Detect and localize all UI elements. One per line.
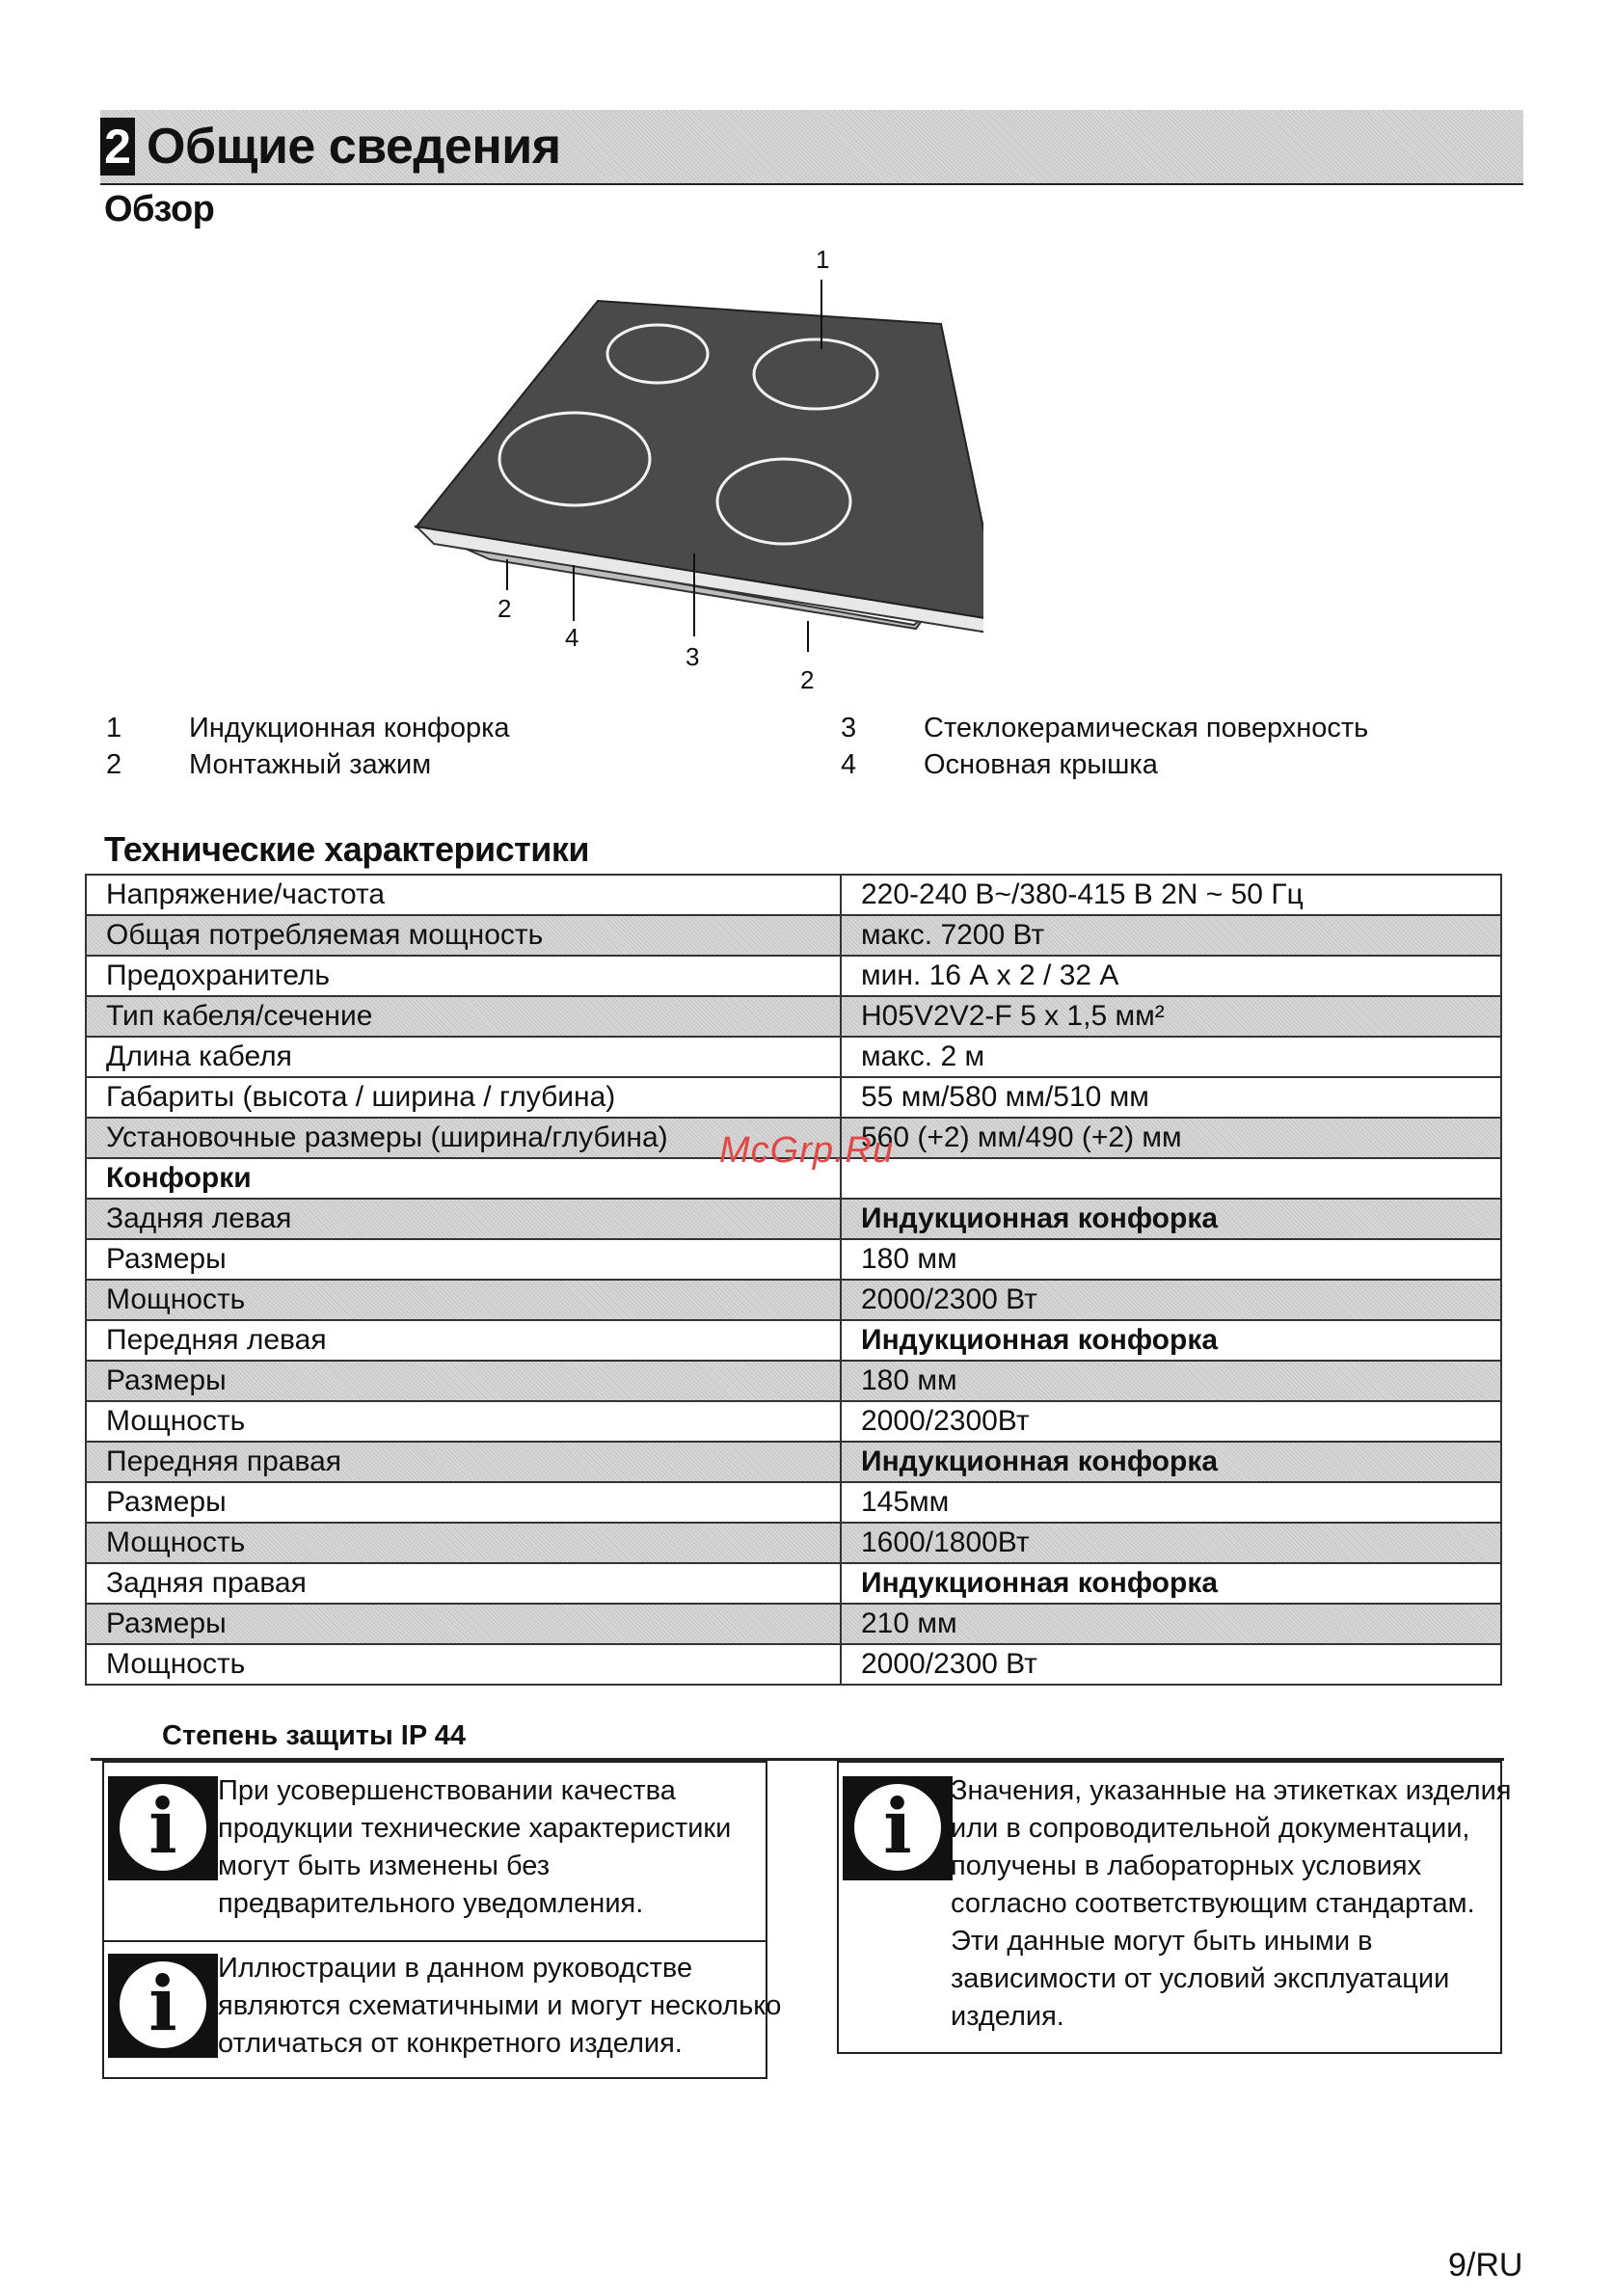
info-icon: i [108, 1776, 218, 1880]
spec-row [86, 1077, 1501, 1118]
spec-row [86, 956, 1501, 996]
spec-label: Мощность [86, 1401, 841, 1442]
spec-label: Размеры [86, 1604, 841, 1644]
spec-label: Задняя правая [86, 1563, 841, 1604]
callout-2-left: 2 [498, 594, 512, 623]
section-number: 2 [100, 118, 135, 176]
callout-1: 1 [816, 245, 830, 274]
legend-number: 2 [106, 749, 122, 780]
spec-label: Мощность [86, 1644, 841, 1685]
spec-row [86, 1280, 1501, 1320]
spec-value: Индукционная конфорка [841, 1320, 1501, 1361]
spec-value: 2000/2300 Вт [841, 1280, 1501, 1320]
spec-label: Напряжение/частота [86, 875, 841, 915]
spec-row [86, 1604, 1501, 1644]
spec-label: Установочные размеры (ширина/глубина) [86, 1118, 841, 1158]
section-title: Общие сведения [147, 119, 561, 175]
spec-value: 220-240 В~/380-415 В 2N ~ 50 Гц [841, 875, 1501, 915]
callout-4: 4 [565, 623, 579, 652]
legend-item [106, 746, 781, 783]
spec-row [86, 1442, 1501, 1482]
spec-value [841, 1158, 1501, 1199]
info-icon: i [108, 1954, 218, 2058]
spec-value: мин. 16 А x 2 / 32 А [841, 956, 1501, 996]
legend-number: 1 [106, 713, 122, 743]
spec-row [86, 1361, 1501, 1401]
spec-row [86, 1563, 1501, 1604]
info-note [104, 1763, 766, 1942]
section-header [100, 110, 1523, 185]
spec-label: Передняя левая [86, 1320, 841, 1361]
spec-value: 2000/2300 Вт [841, 1644, 1501, 1685]
spec-label: Задняя левая [86, 1199, 841, 1239]
specs-heading: Технические характеристики [104, 829, 590, 869]
spec-row [86, 915, 1501, 956]
protection-rating: Степень защиты IP 44 [162, 1720, 466, 1751]
spec-label: Размеры [86, 1361, 841, 1401]
legend-number: 3 [841, 713, 857, 743]
spec-value: Индукционная конфорка [841, 1199, 1501, 1239]
spec-row [86, 1037, 1501, 1077]
legend-text: Индукционная конфорка [189, 713, 510, 743]
spec-row [86, 1482, 1501, 1523]
legend-text: Стеклокерамическая поверхность [924, 713, 1369, 743]
spec-table [85, 874, 1502, 1686]
info-note-text: При усовершенствовании качества продукции технические характеристики могут быть изменены без предварительного уведомления. [218, 1775, 732, 1919]
spec-label: Размеры [86, 1239, 841, 1280]
spec-value: 1600/1800Вт [841, 1523, 1501, 1563]
overview-heading: Обзор [104, 189, 215, 230]
spec-label: Мощность [86, 1523, 841, 1563]
info-note [104, 1942, 782, 2075]
spec-value: макс. 2 м [841, 1037, 1501, 1077]
info-note [839, 1763, 1512, 2052]
page-number: 9/RU [1448, 2247, 1523, 2283]
spec-label: Передняя правая [86, 1442, 841, 1482]
spec-value: 180 мм [841, 1361, 1501, 1401]
spec-value: Индукционная конфорка [841, 1442, 1501, 1482]
callout-2-right: 2 [800, 665, 815, 694]
spec-value: 145мм [841, 1482, 1501, 1523]
spec-row [86, 875, 1501, 915]
spec-label: Предохранитель [86, 956, 841, 996]
legend-item [841, 710, 1516, 746]
info-note-text: Иллюстрации в данном руководстве являются схематичными и могут несколько отличаться от конкретного изделия. [218, 1953, 782, 2059]
spec-value: 180 мм [841, 1239, 1501, 1280]
spec-value: Индукционная конфорка [841, 1563, 1501, 1604]
spec-label: Конфорки [86, 1158, 841, 1199]
spec-label: Мощность [86, 1280, 841, 1320]
spec-label: Габариты (высота / ширина / глубина) [86, 1077, 841, 1118]
legend-left [106, 710, 781, 787]
info-box-left [102, 1761, 782, 2079]
spec-row [86, 1401, 1501, 1442]
legend-text: Основная крышка [924, 749, 1158, 780]
info-box-right [837, 1761, 1512, 2054]
legend-item [841, 746, 1516, 783]
spec-value: макс. 7200 Вт [841, 915, 1501, 956]
spec-value: H05V2V2-F 5 x 1,5 мм² [841, 996, 1501, 1037]
spec-row [86, 1320, 1501, 1361]
hob-drawing [405, 241, 983, 704]
spec-row [86, 996, 1501, 1037]
spec-value: 55 мм/580 мм/510 мм [841, 1077, 1501, 1118]
spec-label: Тип кабеля/сечение [86, 996, 841, 1037]
legend-right [841, 710, 1516, 787]
spec-row [86, 1644, 1501, 1685]
spec-row [86, 1239, 1501, 1280]
spec-value: 2000/2300Вт [841, 1401, 1501, 1442]
spec-value: 210 мм [841, 1604, 1501, 1644]
info-note-text: Значения, указанные на этикетках изделия или в сопроводительной документации, получены в лабораторных условиях согласно соответствующим стандартам. Эти данные могут быть иными в зависимости от условий эксплуатации изделия. [951, 1775, 1512, 2032]
hob-illustration [405, 241, 848, 704]
spec-value: 560 (+2) мм/490 (+2) мм [841, 1118, 1501, 1158]
info-icon: i [843, 1776, 953, 1880]
spec-label: Размеры [86, 1482, 841, 1523]
legend-item [106, 710, 781, 746]
spec-row [86, 1523, 1501, 1563]
watermark: McGrp.Ru [719, 1130, 895, 1171]
callout-3: 3 [686, 642, 700, 671]
spec-row [86, 1199, 1501, 1239]
spec-label: Длина кабеля [86, 1037, 841, 1077]
legend-number: 4 [841, 749, 857, 780]
spec-label: Общая потребляемая мощность [86, 915, 841, 956]
legend-text: Монтажный зажим [189, 749, 432, 780]
